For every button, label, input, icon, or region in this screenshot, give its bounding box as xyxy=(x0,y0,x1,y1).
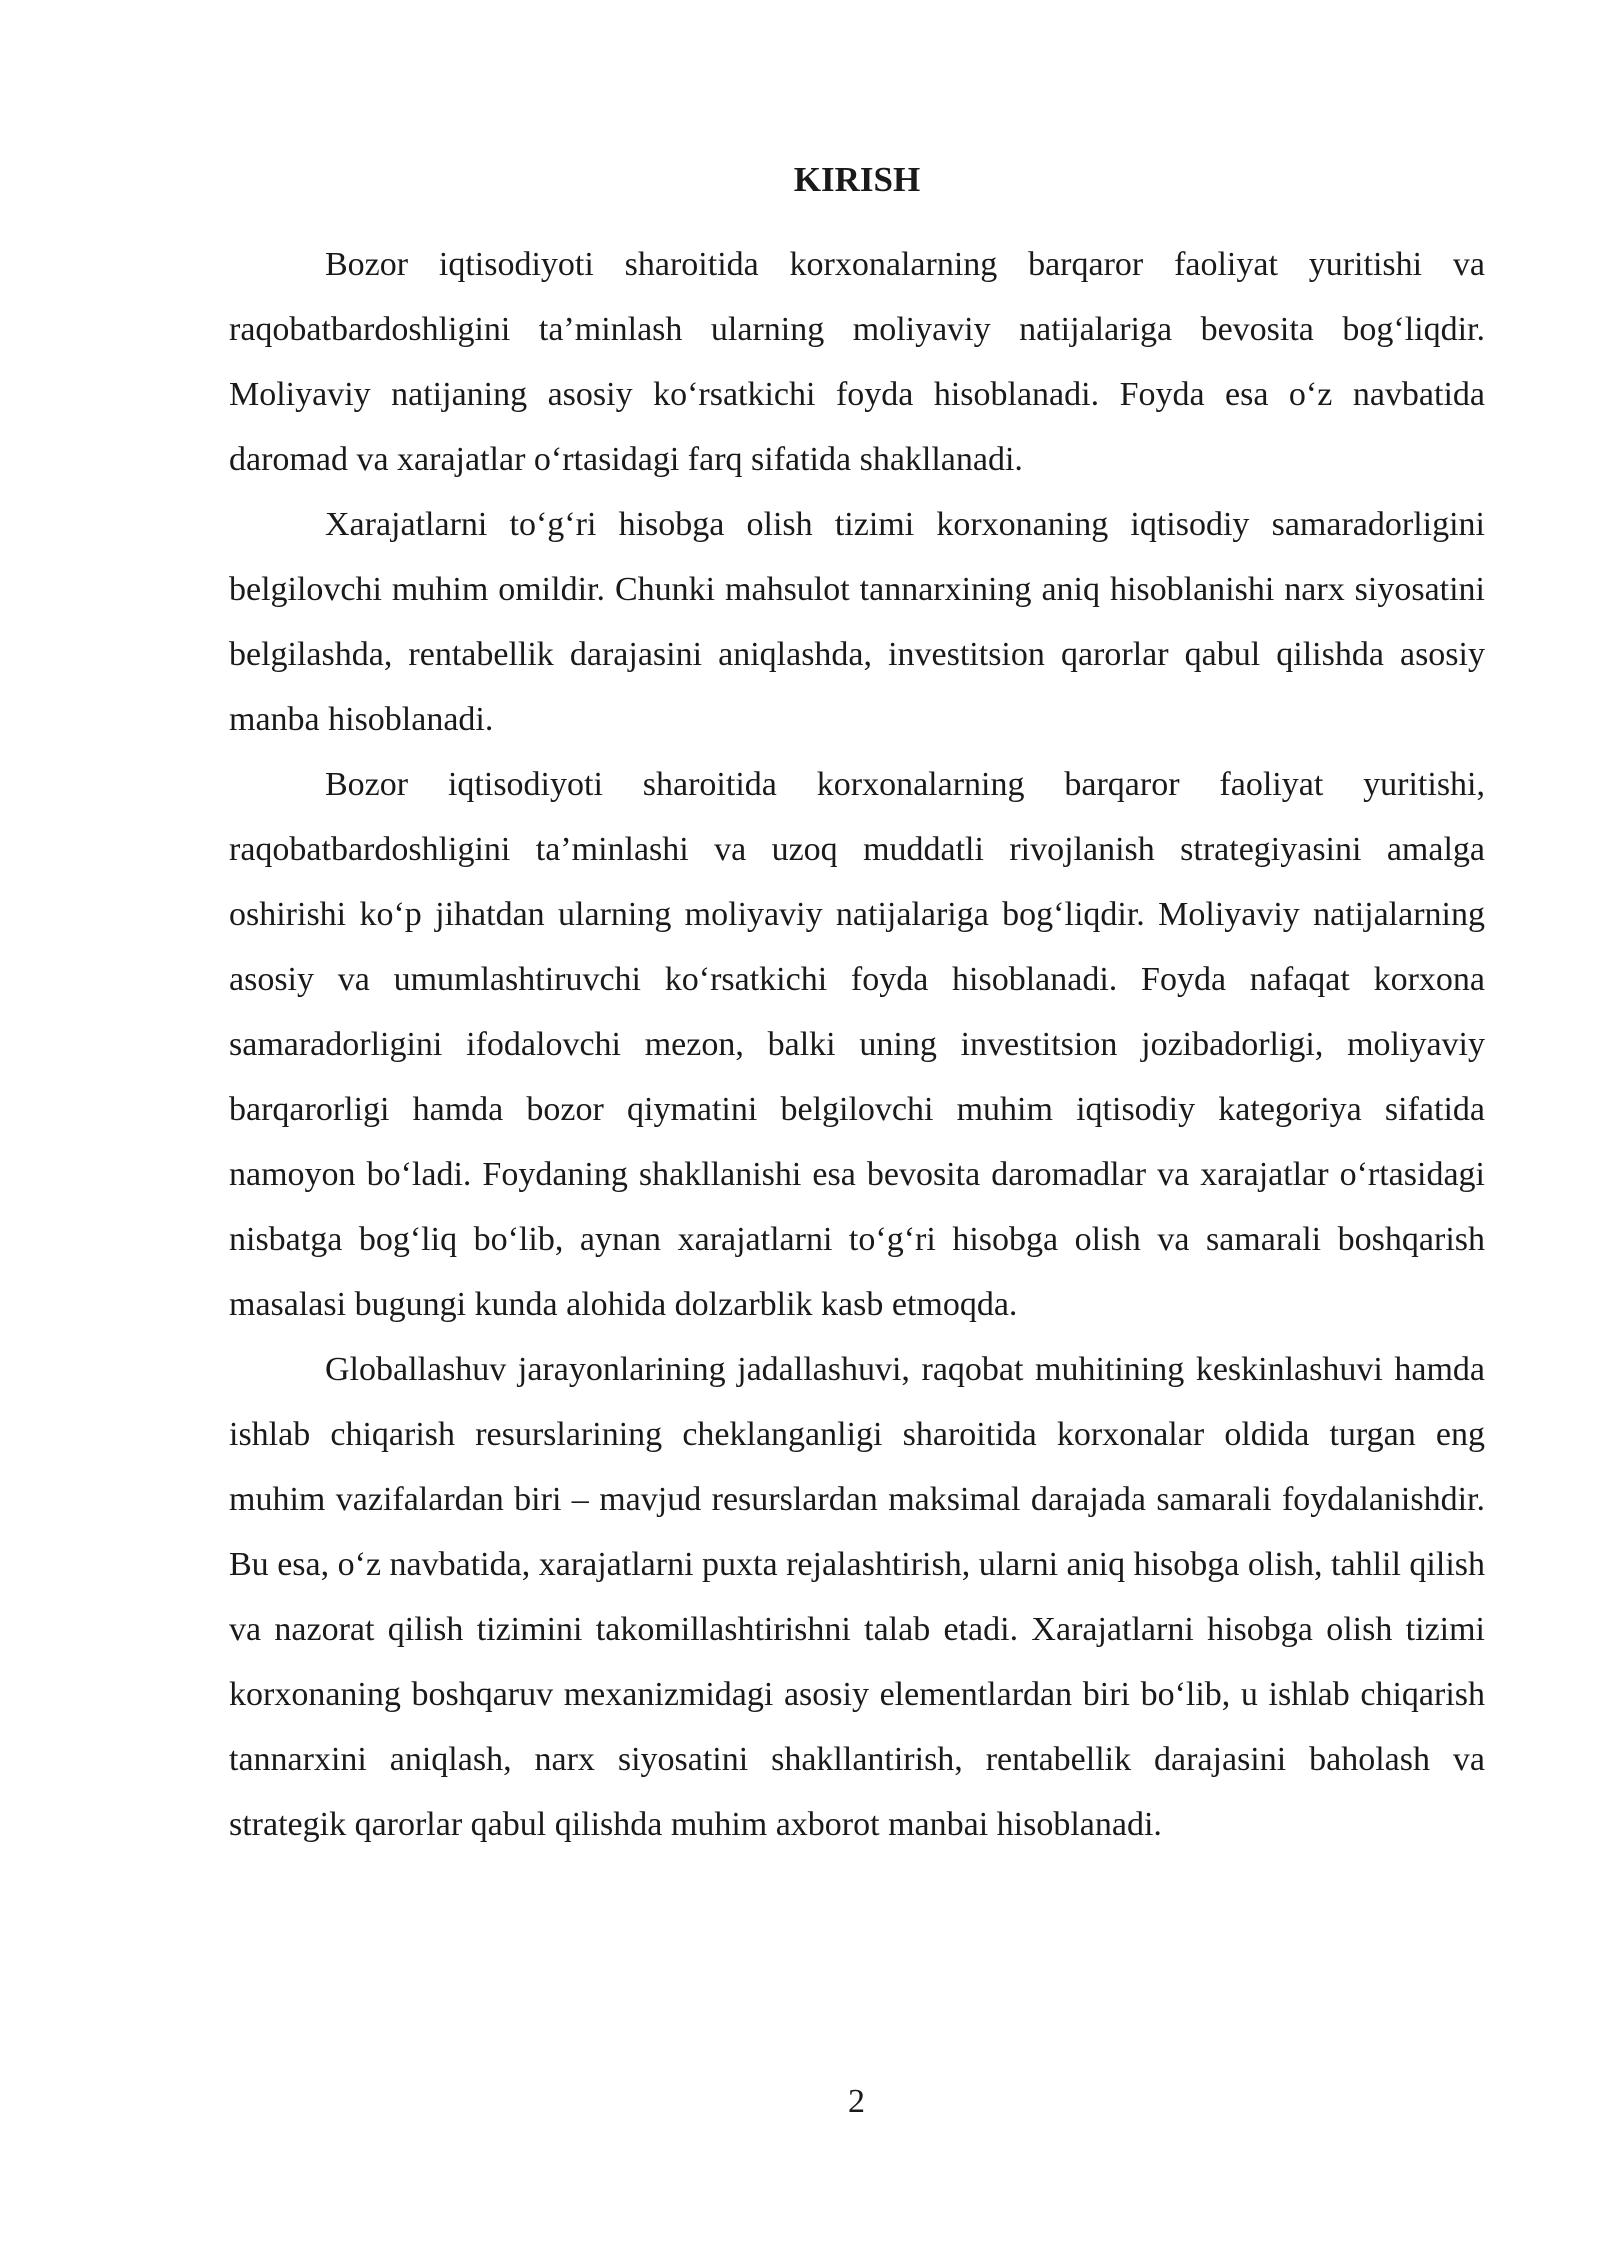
section-heading: KIRISH xyxy=(793,160,921,199)
page-number: 2 xyxy=(848,2083,865,2120)
paragraph: Xarajatlarni to‘g‘ri hisobga olish tizimi korxonaning iqtisodiy samaradorligini belgilovchi muhim omildir. Chunki mahsulot tannarxining aniq hisoblanishi narx siyosatini belgilashda, rentabellik darajasini aniqlashda, investitsion qarorlar qabul qilishda asosiy manba hisoblanadi. xyxy=(229,506,1485,738)
paragraph: Globallashuv jarayonlarining jadallashuvi, raqobat muhitining keskinlashuvi hamda ishlab chiqarish resurslarining cheklanganligi sharoitida korxonalar oldida turgan eng muhim vazifalardan biri – mavjud resurslardan maksimal darajada samarali foydalanishdir. Bu esa, o‘z navbatida, xarajatlarni puxta rejalashtirish, ularni aniq hisobga olish, tahlil qilish va nazorat qilish tizimini takomillashtirishni talab etadi. Xarajatlarni hisobga olish tizimi korxonaning boshqaruv mexanizmidagi asosiy elementlardan biri bo‘lib, u ishlab chiqarish tannarxini aniqlash, narx siyosatini shakllantirish, rentabellik darajasini baholash va strategik qarorlar qabul qilishda muhim axborot manbai hisoblanadi. xyxy=(229,1351,1485,1843)
body-text xyxy=(229,232,1485,1857)
paragraph: Bozor iqtisodiyoti sharoitida korxonalarning barqaror faoliyat yuritishi, raqobatbardoshligini ta’minlashi va uzoq muddatli rivojlanish strategiyasini amalga oshirishi ko‘p jihatdan ularning moliyaviy natijalariga bog‘liqdir. Moliyaviy natijalarning asosiy va umumlashtiruvchi ko‘rsatkichi foyda hisoblanadi. Foyda nafaqat korxona samaradorligini ifodalovchi mezon, balki uning investitsion jozibadorligi, moliyaviy barqarorligi hamda bozor qiymatini belgilovchi muhim iqtisodiy kategoriya sifatida namoyon bo‘ladi. Foydaning shakllanishi esa bevosita daromadlar va xarajatlar o‘rtasidagi nisbatga bog‘liq bo‘lib, aynan xarajatlarni to‘g‘ri hisobga olish va samarali boshqarish masalasi bugungi kunda alohida dolzarblik kasb etmoqda. xyxy=(229,766,1485,1323)
paragraph: Bozor iqtisodiyoti sharoitida korxonalarning barqaror faoliyat yuritishi va raqobatbardoshligini ta’minlash ularning moliyaviy natijalariga bevosita bog‘liqdir. Moliyaviy natijaning asosiy ko‘rsatkichi foyda hisoblanadi. Foyda esa o‘z navbatida daromad va xarajatlar o‘rtasidagi farq sifatida shakllanadi. xyxy=(229,246,1485,478)
